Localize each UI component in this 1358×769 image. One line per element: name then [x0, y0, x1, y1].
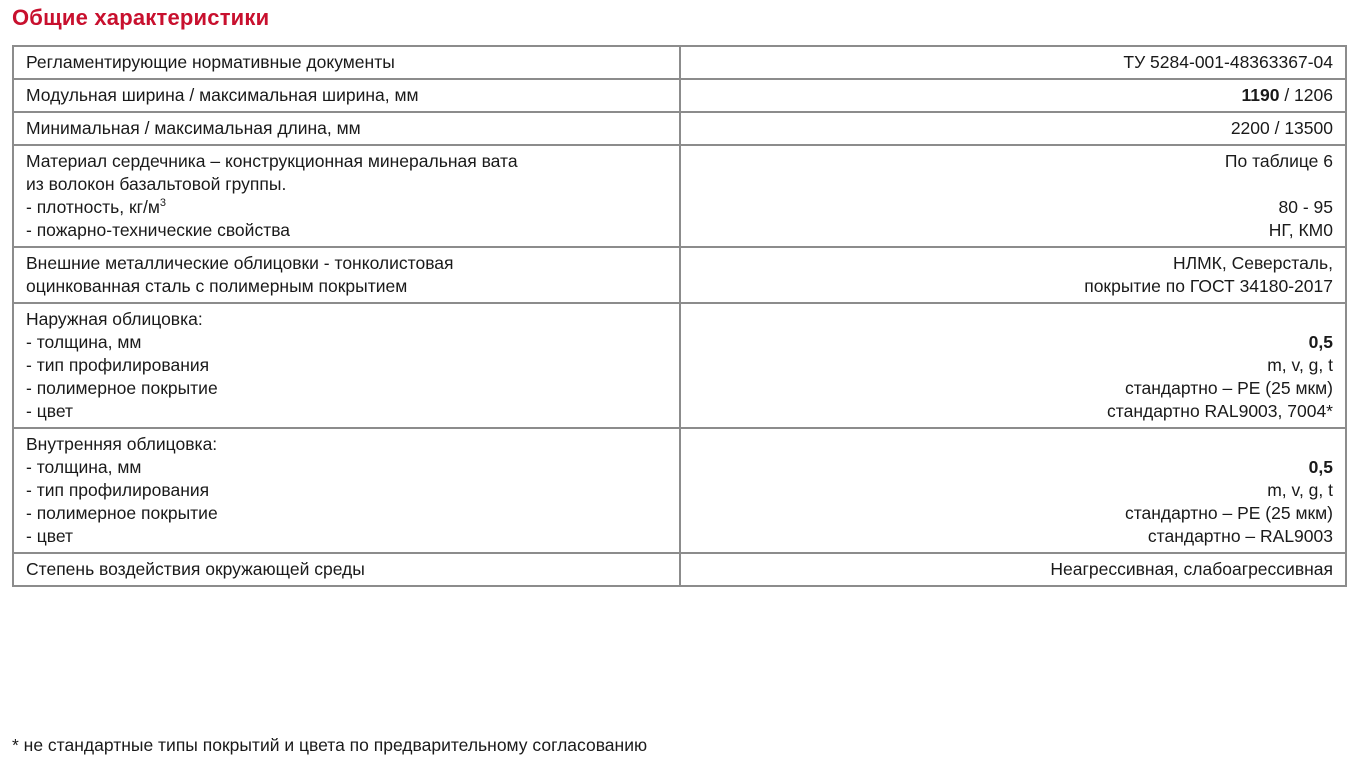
- value-line: стандартно – PE (25 мкм): [1124, 503, 1333, 523]
- characteristics-table: [12, 45, 1347, 587]
- value-line: m, v, g, t: [1267, 355, 1333, 375]
- label-line: оцинкованная сталь с полимерным покрытием: [26, 276, 408, 296]
- row-value: [680, 303, 1346, 428]
- label-line: - полимерное покрытие: [26, 378, 218, 398]
- value-line: 0,5: [1308, 332, 1333, 352]
- label-line: - толщина, мм: [26, 457, 142, 477]
- row-label: [13, 112, 680, 145]
- label-line: Минимальная / максимальная длина, мм: [26, 118, 361, 138]
- row-value: [680, 79, 1346, 112]
- label-line: [26, 196, 669, 219]
- label-line: Модульная ширина / максимальная ширина, мм: [26, 85, 419, 105]
- row-value: [680, 46, 1346, 79]
- table-row-metal-facings: [13, 247, 1346, 303]
- value-line: m, v, g, t: [1267, 480, 1333, 500]
- page-title: Общие характеристики: [12, 5, 270, 30]
- label-line: Внутренняя облицовка:: [26, 434, 218, 454]
- value-line: 80 - 95: [1278, 197, 1333, 217]
- row-label: [13, 247, 680, 303]
- row-value: [680, 112, 1346, 145]
- max-width-value: / 1206: [1279, 85, 1333, 105]
- value-line: ТУ 5284-001-48363367-04: [1123, 52, 1333, 72]
- table-row-outer-facing: [13, 303, 1346, 428]
- label-line: - толщина, мм: [26, 332, 142, 352]
- label-line: - тип профилирования: [26, 480, 210, 500]
- table-row-inner-facing: [13, 428, 1346, 553]
- row-value: [680, 145, 1346, 247]
- table-row-length: [13, 112, 1346, 145]
- label-line: из волокон базальтовой группы.: [26, 174, 287, 194]
- row-label: [13, 553, 680, 586]
- row-label: [13, 303, 680, 428]
- value-line: 2200 / 13500: [1230, 118, 1333, 138]
- value-line: НГ, КМ0: [1268, 220, 1333, 240]
- value-line: 0,5: [1308, 457, 1333, 477]
- label-line: - цвет: [26, 526, 73, 546]
- label-line: Степень воздействия окружающей среды: [26, 559, 365, 579]
- value-line: стандартно – PE (25 мкм): [1124, 378, 1333, 398]
- value-line: НЛМК, Северсталь,: [1172, 253, 1333, 273]
- row-label: [13, 145, 680, 247]
- density-superscript: 3: [159, 197, 166, 210]
- value-line: стандартно RAL9003, 7004*: [1107, 401, 1333, 421]
- value-line: покрытие по ГОСТ 34180-2017: [1084, 276, 1333, 296]
- label-line: Регламентирующие нормативные документы: [26, 52, 395, 72]
- label-line: Материал сердечника – конструкционная минеральная вата: [26, 151, 518, 171]
- table-row-environment: [13, 553, 1346, 586]
- table-row-regulatory-docs: [13, 46, 1346, 79]
- row-value: [680, 553, 1346, 586]
- footnote: * не стандартные типы покрытий и цвета по предварительному согласованию: [12, 735, 648, 755]
- row-label: [13, 46, 680, 79]
- label-line: - полимерное покрытие: [26, 503, 218, 523]
- table-row-core-material: [13, 145, 1346, 247]
- value-line: [693, 84, 1333, 107]
- row-label: [13, 428, 680, 553]
- label-line: Внешние металлические облицовки - тонколистовая: [26, 253, 454, 273]
- value-line: стандартно – RAL9003: [1147, 526, 1333, 546]
- label-line: - тип профилирования: [26, 355, 210, 375]
- row-value: [680, 428, 1346, 553]
- label-line: - пожарно-технические свойства: [26, 220, 291, 240]
- row-value: [680, 247, 1346, 303]
- label-line: - цвет: [26, 401, 73, 421]
- row-label: [13, 79, 680, 112]
- value-line: По таблице 6: [1224, 151, 1333, 171]
- table-row-width: [13, 79, 1346, 112]
- label-line: Наружная облицовка:: [26, 309, 203, 329]
- modular-width-value: 1190: [1241, 85, 1280, 105]
- density-label: - плотность, кг/м: [26, 197, 160, 217]
- value-line: Неагрессивная, слабоагрессивная: [1050, 559, 1333, 579]
